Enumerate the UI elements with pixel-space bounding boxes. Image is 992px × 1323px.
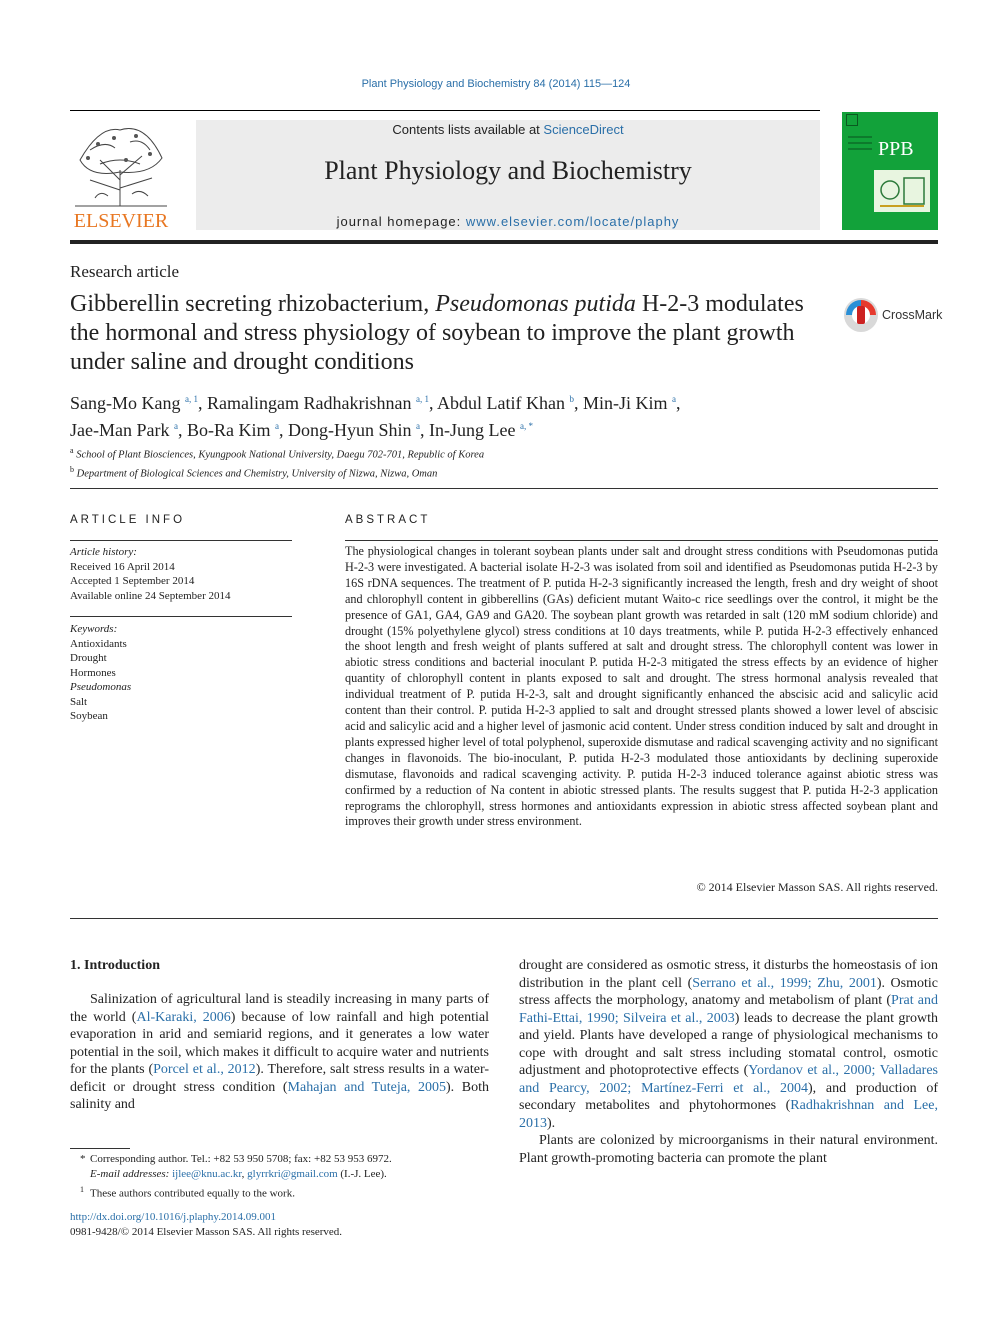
author-affil-mark[interactable]: a — [274, 421, 279, 431]
paragraph — [70, 991, 489, 1114]
journal-reference[interactable]: Plant Physiology and Biochemistry 84 (2014) 115—124 — [361, 78, 631, 90]
contents-line — [196, 122, 820, 137]
contents-prefix: Contents lists available at — [392, 122, 544, 137]
divider — [70, 918, 938, 919]
journal-cover[interactable] — [842, 112, 938, 230]
citation-link[interactable]: Radhakrishnan and Lee, 2013 — [519, 1098, 938, 1131]
author-affil-mark[interactable]: b — [569, 394, 574, 404]
email-label: E-mail addresses: — [90, 1168, 173, 1180]
cover-figure-icon — [874, 170, 930, 212]
title-part-1: Gibberellin secreting rhizobacterium, — [70, 291, 436, 317]
author-name[interactable]: Dong-Hyun Shin — [287, 420, 412, 440]
footnote-text: Corresponding author. Tel.: +82 53 950 5708; fax: +82 53 953 6972. — [90, 1153, 392, 1165]
text-run: ). Osmotic stress affects the morphology, anatomy and metabolism of plant ( — [519, 975, 939, 1008]
affiliation — [70, 444, 930, 463]
author-affil-mark[interactable]: a, 1 — [415, 394, 429, 404]
text-run: ). Both salinity and — [70, 1079, 489, 1112]
author-name[interactable]: Bo-Ra Kim — [186, 420, 271, 440]
author-affil-mark[interactable]: a, 1 — [185, 394, 198, 404]
issn-copyright: 0981-9428/© 2014 Elsevier Masson SAS. All rights reserved. — [70, 1226, 343, 1238]
keyword: Soybean — [70, 710, 108, 722]
keyword: Hormones — [70, 666, 116, 679]
sciencedirect-link[interactable]: ScienceDirect — [543, 122, 624, 137]
body-column-right — [519, 957, 938, 1167]
article-history — [70, 545, 292, 603]
text-run: Salinization of agricultural land is steadily increasing in many parts of the world ( — [70, 992, 489, 1025]
paragraph: Plants are colonized by microorganisms in their natural environment. Plant growth-promoting bacteria can promote the plant — [519, 1133, 938, 1166]
header-rule — [70, 110, 820, 111]
affiliation-text: Department of Biological Sciences and Chemistry, University of Nizwa, Nizwa, Oman — [76, 468, 438, 479]
footnote-equal: 1 These authors contributed equally to the work. — [80, 1185, 295, 1200]
email-link[interactable]: ijlee@knu.ac.kr — [172, 1168, 242, 1180]
text-run: ) because of low rainfall and high potential evaporation in arid and semiarid regions, and it generates a low water potential in the soil, which makes it difficult to acquire water and nutrients for the plants ( — [70, 1009, 489, 1077]
divider — [70, 488, 938, 489]
footnotes — [70, 1152, 500, 1202]
abstract-copyright: © 2014 Elsevier Masson SAS. All rights reserved. — [696, 880, 938, 894]
footnote-corresponding: * Corresponding author. Tel.: +82 53 950 5708; fax: +82 53 953 6972. — [80, 1153, 392, 1165]
author-name[interactable]: In-Jung Lee — [428, 420, 516, 440]
keyword: Antioxidants — [70, 637, 127, 650]
email-link[interactable]: glyrrkri@gmail.com — [247, 1168, 338, 1180]
footnote-emails: E-mail addresses: ijlee@knu.ac.kr, glyrrkri@gmail.com (I.-J. Lee). — [90, 1168, 387, 1180]
citation-link[interactable]: Serrano et al., 1999; Zhu, 2001 — [692, 975, 877, 991]
paragraph — [519, 957, 938, 1132]
keywords-label: Keywords: — [70, 623, 118, 635]
title-part-2: H-2-3 modulates the hormonal and stress physiology of soybean to improve the plant growth under saline and drought conditions — [70, 291, 804, 375]
article-title — [70, 290, 830, 377]
keyword: Salt — [70, 695, 88, 708]
crossmark-icon — [842, 296, 880, 334]
body-column-left — [70, 991, 489, 1114]
cover-text-lines-icon — [848, 132, 872, 172]
crossmark-badge[interactable] — [842, 296, 952, 336]
journal-title: Plant Physiology and Biochemistry — [324, 156, 692, 185]
abstract-text: The physiological changes in tolerant soybean plants under salt and drought stress conditions with Pseudomonas putida H-2-3 were investigated. A bacterial isolate H-2-3 was isolated from soil and identified as Pseudomonas putida H-2-3 by 16S rDNA sequences. The treatment of P. putida H-2-3 significantly increased the length, fresh and dry weight of shoot and chlorophyll content in gibberellins (GAs) deficient mutant Waito-c rice seedlings over the control, it might be the presence of GA1, GA4, GA9 and GA20. The soybean plant growth was retarded in salt (120 mM sodium chloride) and drought (15% polyethylene glycol) stress conditions at 10 days treatments, while P. putida H-2-3 effectively enhanced the shoot length and fresh weight of plants suffered at salt and drought stress. The chlorophyll content was lower in abiotic stress conditions and bacterial inoculant P. putida H-2-3 mitigated the stress effects by an evidence of higher quantity of chlorophyll content in plants exposed to salt and drought. The stress hormonal analysis revealed that individual treatment of P. putida H-2-3, salt and drought significantly enhanced the abscisic acid and salicylic acid content than their control. P. putida H-2-3 applied to salt and drought stressed plants showed a lower level of abscisic acid and salicylic acid and a higher level of jasmonic acid content. Under stress condition induced by salt and drought in plants expressed higher level of total polyphenol, superoxide dismutase and radical scavenging activity and no significant changes in flavonoids. The bio-inoculant, P. putida H-2-3 modulated those antioxidants by declining superoxide dismutase, flavonoids and radical scavenging activity. P. putida H-2-3 induced tolerance against abiotic stress was confirmed by a reduction of Na content in abiotic stressed plants. The results suggest that P. putida H-2-3 application reprograms the chlorophyll, stress hormones and antioxidants expression in abiotic stress affected soybean plant and improves their growth under stress environment. — [345, 544, 938, 829]
author-list: Sang-Mo Kang $^{a, 1}$, Ramalingam Radhakrishnan $^{a, 1}$, Abdul Latif Khan $^b$, Min-Ji Kim $^a$, Jae-Man Park $^a$, Bo-Ra Kim $^a$, Dong-Hyun Shin $^a$, In-Jung Lee $^{a, *}$ — [70, 393, 681, 440]
text-run: ). Therefore, salt stress results in a water-deficit or drought stress condition ( — [70, 1062, 489, 1095]
author-name[interactable]: Jae-Man Park — [70, 420, 170, 440]
doi-link[interactable]: http://dx.doi.org/10.1016/j.plaphy.2014.09.001 — [70, 1211, 276, 1223]
author-name[interactable]: Abdul Latif Khan — [436, 393, 565, 413]
history-item: Received 16 April 2014 — [70, 560, 175, 573]
text-run: ), and production of secondary metabolites and phytohormones ( — [519, 1080, 938, 1113]
header-thick-rule — [70, 240, 938, 244]
citation-link[interactable]: Porcel et al., 2012 — [153, 1062, 256, 1077]
affiliation-mark: a — [70, 446, 74, 455]
title-species: Pseudomonas putida — [435, 291, 636, 317]
history-item: Available online 24 September 2014 — [70, 589, 231, 602]
elsevier-logo[interactable] — [70, 120, 172, 232]
affiliation-text: School of Plant Biosciences, Kyungpook National University, Daegu 702-701, Republic of Korea — [76, 449, 485, 461]
citation-link[interactable]: Yordanov et al., 2000; Valladares and Pearcy, 2002; Martínez-Ferri et al., 2004 — [519, 1063, 938, 1096]
text-run: ). — [547, 1115, 556, 1131]
author-affil-mark[interactable]: a, * — [519, 421, 533, 431]
article-type: Research article — [70, 262, 180, 281]
cover-emblem-icon — [846, 114, 858, 126]
affiliation — [70, 463, 930, 482]
footnote-text: These authors contributed equally to the work. — [90, 1187, 295, 1200]
history-item: Accepted 1 September 2014 — [70, 575, 195, 587]
homepage-line — [196, 214, 820, 229]
crossmark-label: CrossMark — [882, 308, 943, 322]
footnote-text: (I.-J. Lee). — [337, 1168, 387, 1180]
citation-link[interactable]: Mahajan and Tuteja, 2005 — [287, 1079, 447, 1095]
homepage-prefix: journal homepage: — [336, 214, 466, 229]
cover-title: PPB — [878, 138, 914, 160]
citation-link[interactable]: Al-Karaki, 2006 — [136, 1009, 231, 1025]
divider — [345, 540, 938, 541]
text-run: drought are considered as osmotic stress, it disturbs the homeostasis of ion distribution in the plant cell ( — [519, 958, 938, 991]
citation-link[interactable]: Prat and Fathi-Ettai, 1990; Silveira et al., 2003 — [519, 993, 938, 1026]
history-label: Article history: — [70, 546, 137, 558]
author-name[interactable]: Sang-Mo Kang — [70, 393, 181, 413]
elsevier-wordmark: ELSEVIER — [73, 210, 169, 232]
author-affil-mark[interactable]: a — [415, 421, 420, 431]
abstract-heading: ABSTRACT — [345, 514, 431, 526]
article-info-heading: ARTICLE INFO — [70, 514, 186, 526]
author-affil-mark[interactable]: a — [671, 394, 676, 404]
keywords — [70, 622, 292, 724]
author-affil-mark[interactable]: a — [173, 421, 178, 431]
keyword: Drought — [70, 652, 107, 664]
footnote-rule — [70, 1148, 130, 1149]
text-run: ) leads to decrease the plant growth and yield. Plants have developed a range of physiological mechanisms to cope with drought and salt stress including stomatal control, osmotic adjustment and photoprotective effects ( — [519, 1010, 938, 1078]
author-name[interactable]: Min-Ji Kim — [582, 393, 668, 413]
affiliation-mark: b — [70, 464, 74, 474]
divider — [70, 540, 292, 541]
divider — [70, 616, 292, 617]
homepage-link[interactable]: www.elsevier.com/locate/plaphy — [465, 214, 680, 229]
affiliations — [70, 444, 930, 481]
keyword: Pseudomonas — [70, 681, 132, 693]
author-name[interactable]: Ramalingam Radhakrishnan — [207, 393, 412, 413]
section-heading-introduction: 1. Introduction — [70, 958, 160, 973]
